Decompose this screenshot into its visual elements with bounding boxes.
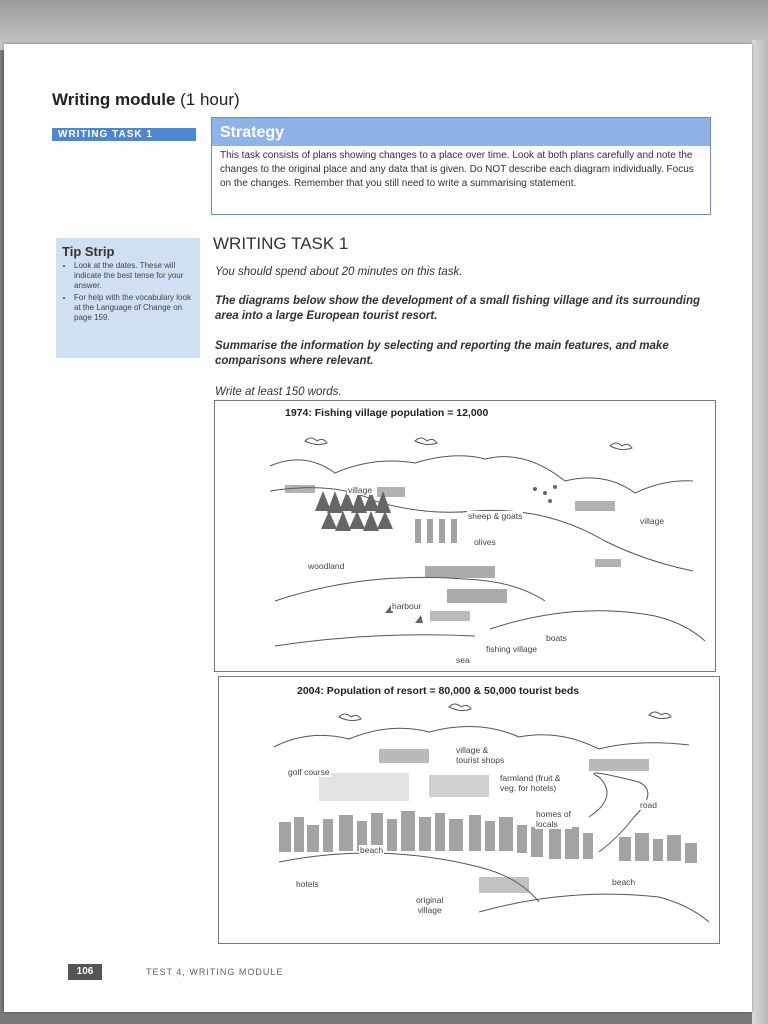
task-heading: WRITING TASK 1 xyxy=(213,234,349,253)
strategy-text: This task consists of plans showing changes to a place over time. Look at both plans carefully and note the changes to the original place and any data that is given. Do NOT describe each diagram individually. Focus on the changes. Remember that you still need to write a summarising statement. xyxy=(220,150,694,189)
label-beach-right: beach xyxy=(612,877,636,887)
diagram-1974-title: 1974: Fishing village population = 12,000 xyxy=(285,407,489,419)
strategy-heading: Strategy xyxy=(212,118,710,146)
label-beach-left: beach xyxy=(360,845,384,855)
footer-section: TEST 4, WRITING MODULE xyxy=(146,967,284,977)
diagram-1974-illustration xyxy=(215,401,715,671)
diagram-1974 xyxy=(214,400,716,672)
label-homes-of-locals: homes of locals xyxy=(536,809,571,829)
tip-strip-list xyxy=(62,261,194,323)
label-village-right: village xyxy=(640,516,665,526)
task-instruction: Summarise the information by selecting and reporting the main features, and make comparisons where relevant. xyxy=(215,340,669,367)
label-fishing-village: fishing village xyxy=(486,644,538,654)
label-boats: boats xyxy=(546,633,567,643)
diagram-2004-title: 2004: Population of resort = 80,000 & 50,000 tourist beds xyxy=(297,685,580,697)
label-harbour: harbour xyxy=(392,601,422,611)
label-sea: sea xyxy=(456,655,470,665)
module-title xyxy=(52,90,240,110)
label-road: road xyxy=(640,800,658,810)
diagram-2004-illustration xyxy=(219,677,719,943)
diagram-2004 xyxy=(218,676,720,944)
task-description: The diagrams below show the development of a small fishing village and its surrounding area into a large European tourist resort. xyxy=(215,295,700,322)
tip-strip-title: Tip Strip xyxy=(62,244,115,259)
strategy-box xyxy=(211,117,711,215)
label-village-tourist-shops: village & tourist shops xyxy=(456,745,505,765)
label-farmland: farmland (fruit & veg. for hotels) xyxy=(500,773,561,793)
page-number: 106 xyxy=(68,964,102,980)
scan-background-top xyxy=(0,0,768,50)
tip-item: • For help with the vocabulary look at the Language of Change on page 159. xyxy=(74,293,194,323)
scan-background-right xyxy=(752,40,768,1024)
label-woodland: woodland xyxy=(308,561,345,571)
writing-task-label: WRITING TASK 1 xyxy=(52,128,196,141)
label-village-top: village xyxy=(348,485,373,495)
label-original-village: original village xyxy=(416,895,444,915)
label-olives: olives xyxy=(474,537,496,547)
tip-strip xyxy=(56,238,200,358)
label-golf-course: golf course xyxy=(288,767,330,777)
tip-item: • Look at the dates. These will indicate the best tense for your answer. xyxy=(74,261,194,291)
word-count-note: Write at least 150 words. xyxy=(215,386,342,398)
label-sheep-goats: sheep & goats xyxy=(468,511,523,521)
book-page xyxy=(4,44,752,1012)
module-duration: (1 hour) xyxy=(180,90,240,109)
time-note: You should spend about 20 minutes on this task. xyxy=(215,266,463,278)
module-title-text: Writing module xyxy=(52,90,176,109)
label-hotels: hotels xyxy=(296,879,319,889)
